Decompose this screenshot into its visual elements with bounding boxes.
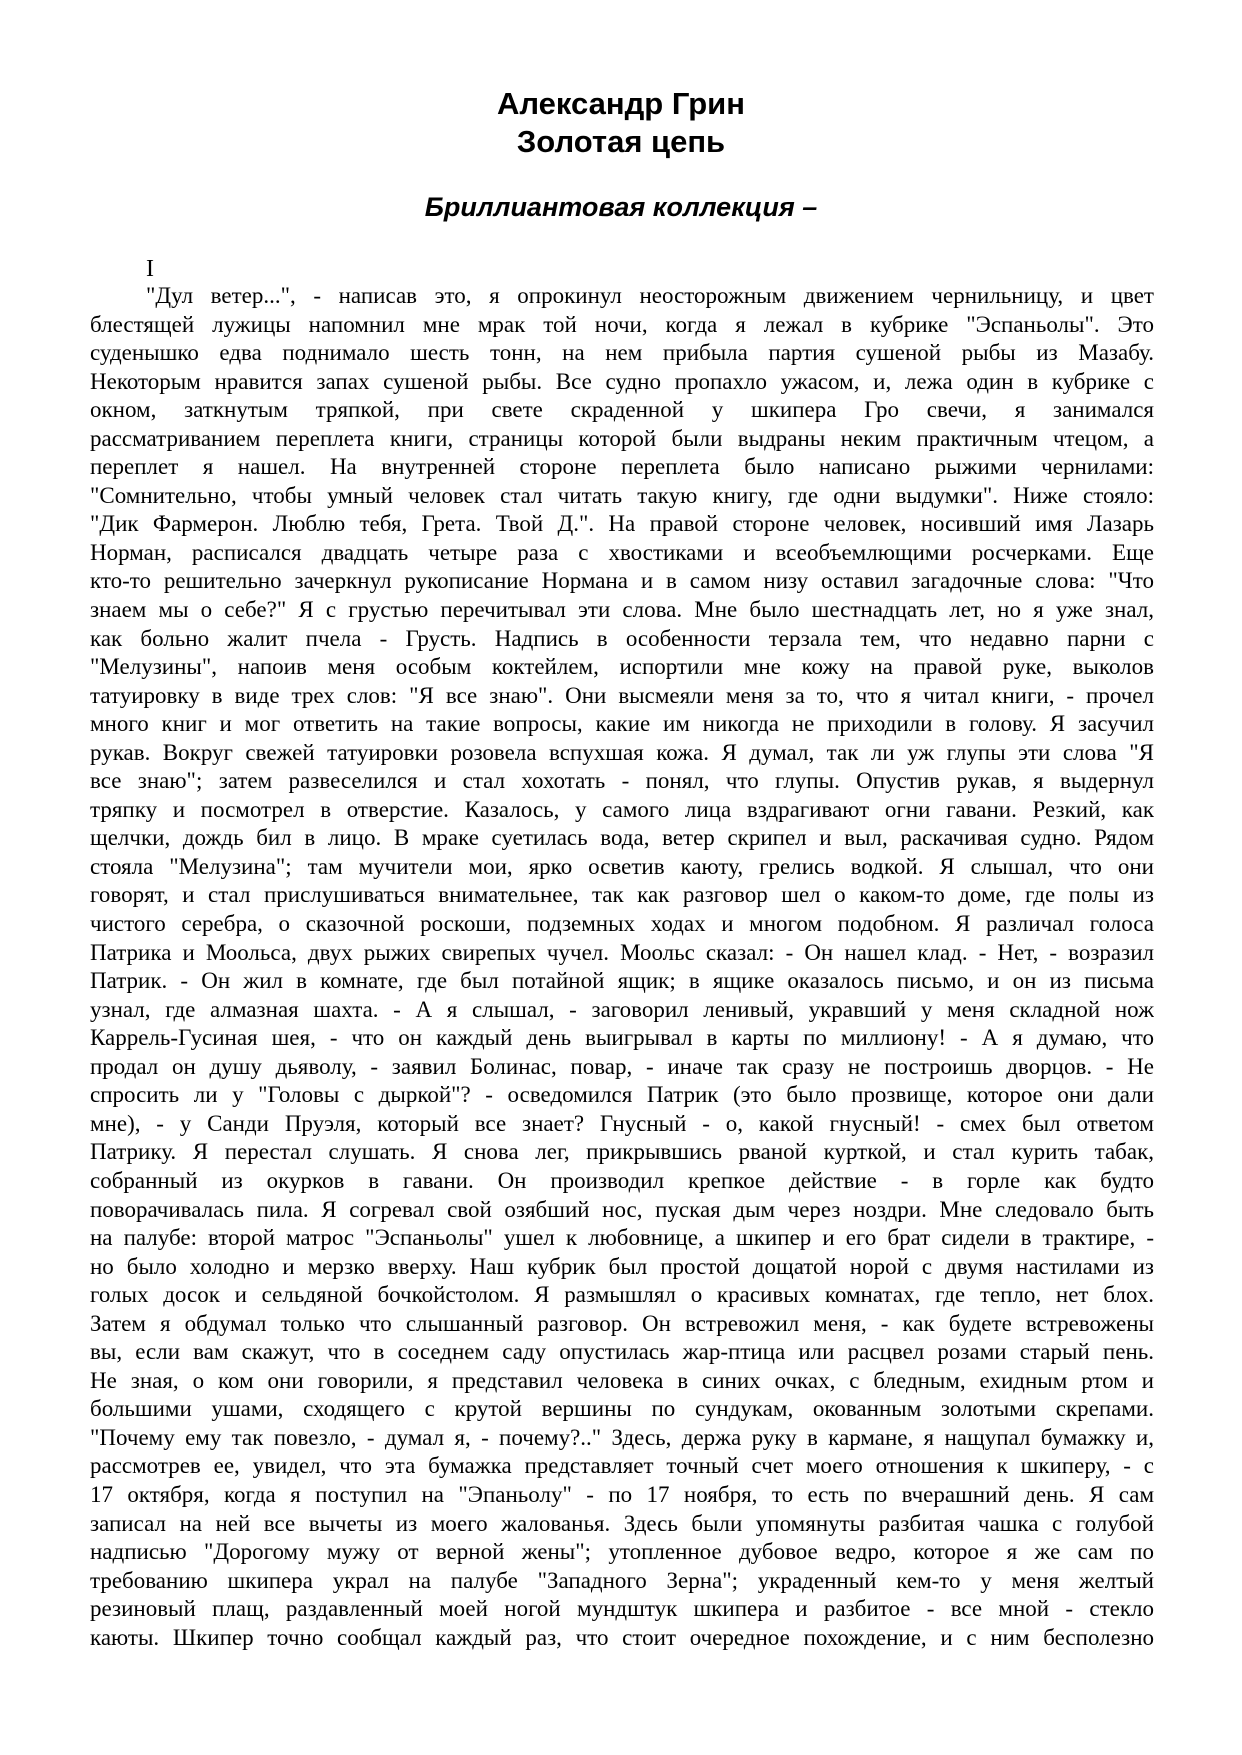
book-title: Золотая цепь bbox=[516, 124, 726, 159]
body-line: "Сомнительно, чтобы умный человек стал читать такую книгу, где одни выдумки". Ниже стояло: bbox=[90, 482, 1154, 508]
body-line: Каррель-Гусиная шея, - что он каждый день выигрывал в карты по миллиону! - А я думаю, что bbox=[90, 1025, 1154, 1051]
body-line: стояла "Мелузина"; там мучители мои, ярко осветив каюту, грелись водкой. Я слышал, что они bbox=[90, 853, 1154, 879]
body-line: вы, если вам скажут, что в соседнем саду опустилась жар-птица или расцвел розами старый пень. bbox=[90, 1339, 1154, 1365]
body-line: спросить ли у "Головы с дыркой"? - осведомился Патрик (это было прозвище, которое они дали bbox=[90, 1082, 1154, 1108]
body-line: татуировку в виде трех слов: "Я все знаю". Они высмеяли меня за то, что я читал книги, - прочел bbox=[90, 682, 1154, 708]
body-line: все знаю"; затем развеселился и стал хохотать - понял, что глупы. Опустив рукав, я выдернул bbox=[90, 768, 1154, 794]
body-line: суденышко едва поднимало шесть тонн, на нем прибыла партия сушеной рыбы из Мазабу. bbox=[90, 340, 1154, 366]
body-line: резиновый плащ, раздавленный моей ногой мундштук шкипера и разбитое - все мной - стекло bbox=[90, 1596, 1154, 1622]
body-line: Патрик. - Он жил в комнате, где был потайной ящик; в ящике оказалось письмо, и он из письма bbox=[90, 968, 1154, 994]
body-line: кто-то решительно зачеркнул рукописание Нормана и в самом низу оставил загадочные слова: "Что bbox=[90, 568, 1154, 594]
body-line: надписью "Дорогому мужу от верной жены"; утопленное дубовое ведро, которое я же сам по bbox=[90, 1539, 1154, 1565]
body-line: блестящей лужицы напомнил мне мрак той ночи, когда я лежал в кубрике "Эспаньолы". Это bbox=[90, 311, 1154, 337]
body-text bbox=[90, 282, 1154, 1652]
body-line: "Дик Фармерон. Люблю тебя, Грета. Твой Д.". На правой стороне человек, носивший имя Лазарь bbox=[90, 511, 1154, 537]
body-line: знаем мы о себе?" Я с грустью перечитывал эти слова. Мне было шестнадцать лет, но я уже знал, bbox=[90, 597, 1154, 623]
body-line: "Мелузины", напоив меня особым коктейлем, испортили мне кожу на правой руке, выколов bbox=[90, 654, 1154, 680]
body-line: собранный из окурков в гавани. Он производил крепкое действие - в горле как будто bbox=[90, 1167, 1154, 1193]
body-line: 17 октября, когда я поступил на "Эпаньолу" - по 17 ноября, то есть по вчерашний день. Я сам bbox=[90, 1481, 1154, 1507]
body-line: поворачивалась пила. Я согревал свой озябший нос, пуская дым через ноздри. Мне следовало быть bbox=[90, 1196, 1154, 1222]
body-line: рукав. Вокруг свежей татуировки розовела вспухшая кожа. Я думал, так ли уж глупы эти слова "Я bbox=[90, 739, 1154, 765]
body-line: рассмотрев ее, увидел, что эта бумажка представляет точный счет моего отношения к шкиперу, - с bbox=[90, 1453, 1154, 1479]
body-line: большими ушами, сходящего с крутой вершины по сундукам, окованным золотыми скрепами. bbox=[90, 1396, 1154, 1422]
body-line: много книг и мог ответить на такие вопросы, какие им никогда не приходили в голову. Я засучил bbox=[90, 711, 1154, 737]
body-line: щелчки, дождь бил в лицо. В мраке суетилась вода, ветер скрипел и выл, раскачивая судно. Рядом bbox=[90, 825, 1154, 851]
body-line: Некоторым нравится запах сушеной рыбы. Все судно пропахло ужасом, и, лежа один в кубрике с bbox=[90, 368, 1154, 394]
series-title: Бриллиантовая коллекция – bbox=[424, 192, 818, 222]
body-line: окном, заткнутым тряпкой, при свете скраденной у шкипера Гро свечи, я занимался bbox=[90, 397, 1154, 423]
body-line: мне), - у Санди Пруэля, который все знает? Гнусный - о, какой гнусный! - смех был ответом bbox=[90, 1110, 1154, 1136]
chapter-number: I bbox=[146, 256, 154, 282]
body-line: записал на ней все вычеты из моего жалованья. Здесь были упомянуты разбитая чашка с голубой bbox=[90, 1510, 1154, 1536]
body-line: говорят, и стал прислушиваться внимательнее, так как разговор шел о каком-то доме, где полы из bbox=[90, 882, 1154, 908]
body-line: Затем я обдумал только что слышанный разговор. Он встревожил меня, - как будете встревожены bbox=[90, 1310, 1154, 1336]
body-line: требованию шкипера украл на палубе "Западного Зерна"; украденный кем-то у меня желтый bbox=[90, 1567, 1154, 1593]
body-line: как больно жалит пчела - Грусть. Надпись в особенности терзала тем, что недавно парни с bbox=[90, 625, 1154, 651]
body-line: но было холодно и мерзко вверху. Наш кубрик был простой дощатой норой с двумя настилами из bbox=[90, 1253, 1154, 1279]
body-line: чистого серебра, о сказочной роскоши, подземных ходах и многом подобном. Я различал голоса bbox=[90, 911, 1154, 937]
body-line: Патрика и Моольса, двух рыжих свирепых чучел. Моольс сказал: - Он нашел клад. - Нет, - возразил bbox=[90, 939, 1154, 965]
body-line: на палубе: второй матрос "Эспаньолы" ушел к любовнице, а шкипер и его брат сидели в трактире, - bbox=[90, 1225, 1154, 1251]
body-line: Не зная, о ком они говорили, я представил человека в синих очках, с бледным, ехидным ртом и bbox=[90, 1367, 1154, 1393]
body-line: тряпку и посмотрел в отверстие. Казалось, у самого лица вздрагивают огни гавани. Резкий, как bbox=[90, 796, 1154, 822]
body-line: Норман, расписался двадцать четыре раза с хвостиками и всеобъемлющими росчерками. Еще bbox=[90, 539, 1154, 565]
body-line: переплет я нашел. На внутренней стороне переплета было написано рыжими чернилами: bbox=[90, 454, 1154, 480]
body-line: продал он душу дьяволу, - заявил Болинас, повар, - иначе так сразу не построишь дворцов. - Не bbox=[90, 1053, 1154, 1079]
body-line: рассматриванием переплета книги, страницы которой были выдраны неким практичным чтецом, а bbox=[90, 425, 1154, 451]
body-line: голых досок и сельдяной бочкойстолом. Я размышлял о красивых комнатах, где тепло, нет блох. bbox=[90, 1282, 1154, 1308]
body-line: "Дул ветер...", - написав это, я опрокинул неосторожным движением чернильницу, и цвет bbox=[146, 283, 1154, 308]
author-name: Александр Грин bbox=[497, 86, 745, 121]
body-line: Патрику. Я перестал слушать. Я снова лег, прикрывшись рваной курткой, и стал курить табак, bbox=[90, 1139, 1154, 1165]
body-line: "Почему ему так повезло, - думал я, - почему?.." Здесь, держа руку в кармане, я нащупал бумажку и, bbox=[90, 1424, 1154, 1450]
body-line: узнал, где алмазная шахта. - А я слышал, - заговорил ленивый, укравший у меня складной нож bbox=[90, 996, 1154, 1022]
body-line: каюты. Шкипер точно сообщал каждый раз, что стоит очередное похождение, и с ним бесполезно bbox=[90, 1624, 1154, 1650]
